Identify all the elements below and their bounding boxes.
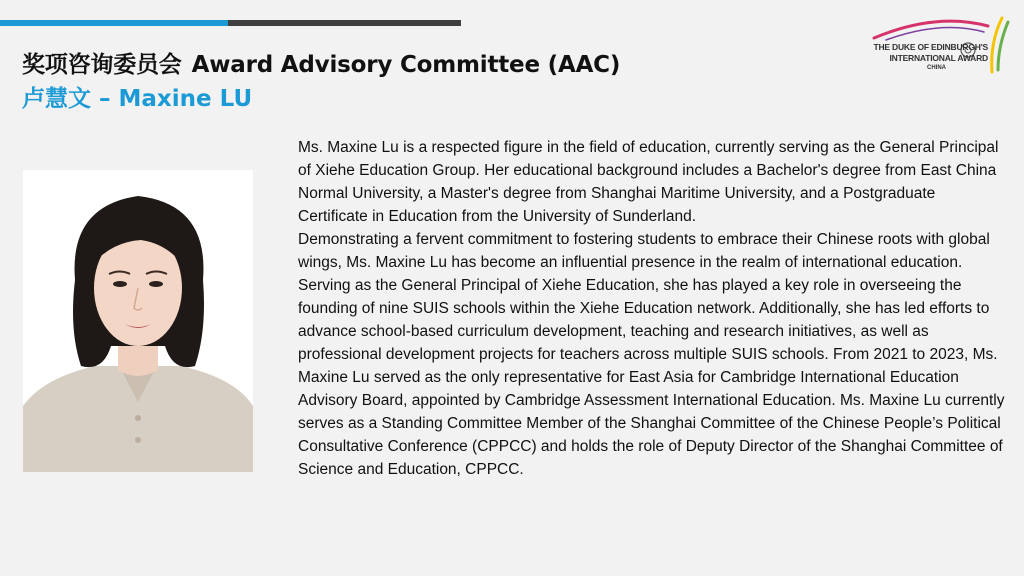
bio-paragraph-2: Demonstrating a fervent commitment to fostering students to embrace their Chinese roots with global wings, Ms. Maxine Lu has become an influential presence in the realm of international education. Serving as the General Principal of Xiehe Education, she has played a key role in overseeing the founding of nine SUIS schools within the Xiehe Education network. Additionally, she has led efforts to advance school-based curriculum development, teaching and research initiatives, as well as professional development projects for teachers across multiple SUIS schools. From 2021 to 2023, Ms. Maxine Lu served as the only representative for East Asia for Cambridge International Education Advisory Board, appointed by Cambridge Assessment International Education. Ms. Maxine Lu currently serves as a Standing Committee Member of the Shanghai Committee of the Chinese People’s Political Consultative Conference (CPPCC) and holds the role of Deputy Director of the Shanghai Committee of Science and Education, CPPCC.	[298, 231, 1005, 478]
bio-paragraph-1: Ms. Maxine Lu is a respected figure in the field of education, currently serving as the General Principal of Xiehe Education Group. Her educational background includes a Bachelor's degree from East China Normal University, a Master's degree from Shanghai Maritime University, and a Postgraduate Certificate in Education from the University of Sunderland.	[298, 139, 999, 225]
portrait-photo	[23, 170, 253, 472]
page-title	[22, 46, 620, 79]
title-chinese: 奖项咨询委员会	[22, 52, 182, 78]
logo-line-2: INTERNATIONAL AWARD	[889, 53, 988, 63]
accent-bar-dark	[228, 20, 461, 26]
biography-text	[298, 136, 1008, 481]
award-logo	[826, 12, 1016, 80]
logo-line-1: THE DUKE OF EDINBURGH'S	[873, 42, 988, 52]
accent-bar-blue	[0, 20, 228, 26]
logo-line-3: CHINA	[927, 65, 946, 71]
title-english: Award Advisory Committee (AAC)	[191, 52, 621, 78]
portrait-image	[23, 170, 253, 472]
person-name: 卢慧文 – Maxine LU	[22, 86, 253, 112]
